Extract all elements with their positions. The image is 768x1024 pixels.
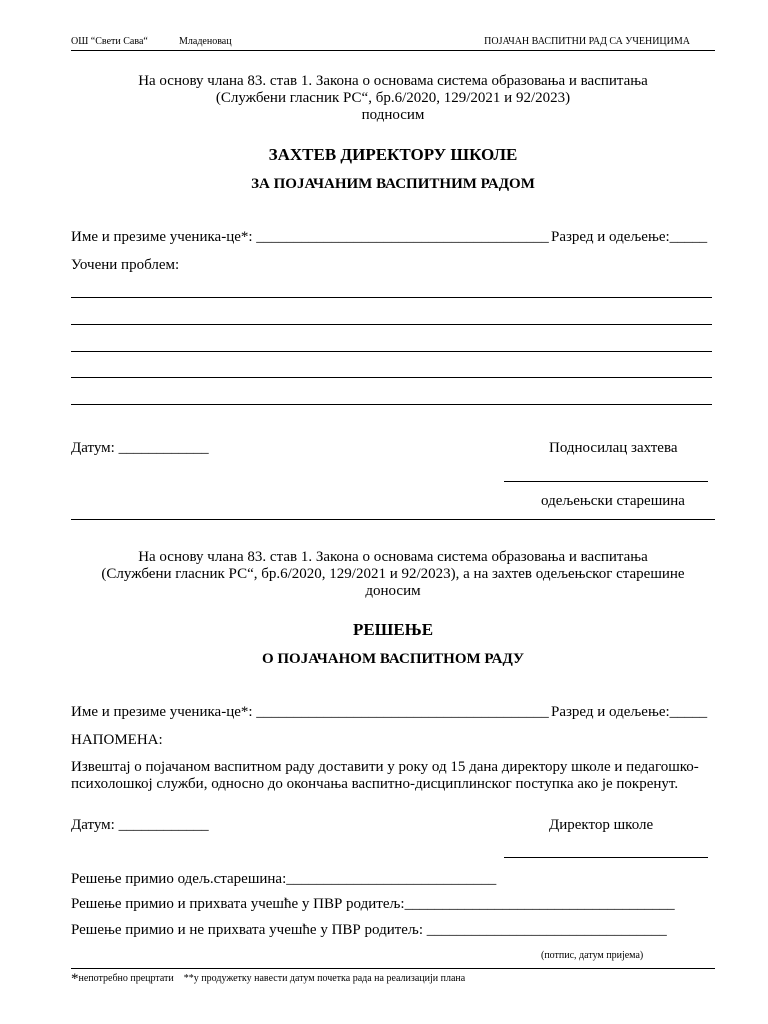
section-divider	[71, 519, 715, 520]
decision-title: РЕШЕЊЕ	[352, 620, 434, 639]
request-intro-line1: На основу члана 83. став 1. Закона о основама система образовања и васпитања	[138, 73, 648, 89]
footnote-star: *	[71, 971, 79, 987]
request-signature-line[interactable]	[504, 481, 708, 482]
header-title: ПОЈАЧАН ВАСПИТНИ РАД СА УЧЕНИЦИМА	[484, 36, 690, 47]
decision-intro-line2: (Службени гласник РС“, бр.6/2020, 129/2021 и 92/2023), а на захтев одељењског старешине	[101, 566, 685, 582]
signature-note: (потпис, датум пријема)	[541, 950, 644, 961]
decision-note-label: НАПОМЕНА:	[71, 732, 163, 748]
request-date-field[interactable]: Датум: ____________	[71, 440, 209, 456]
page-header	[71, 36, 715, 51]
footnote-divider	[71, 968, 715, 969]
request-submitter-label: Подносилац захтева	[549, 440, 678, 456]
decision-director-label: Директор школе	[549, 817, 654, 833]
header-school: ОШ “Свети Сава“	[71, 36, 148, 47]
request-submitter-role: одељењски старешина	[541, 493, 685, 509]
decision-note-line1: Извештај о појачаном васпитном раду доставити у року од 15 дана директору школе и педагошко-	[71, 759, 699, 775]
decision-intro-line3: доносим	[365, 583, 421, 599]
decision-intro-line1: На основу члана 83. став 1. Закона о основама система образовања и васпитања	[138, 549, 648, 565]
problem-line[interactable]	[71, 351, 712, 352]
request-class-field[interactable]: Разред и одељење:_____	[551, 229, 708, 245]
received-parent-reject-field[interactable]: Решење примио и не прихвата учешће у ПВР родитељ: ________________________________	[71, 922, 667, 938]
request-intro	[71, 73, 715, 124]
decision-subtitle: О ПОЈАЧАНОМ ВАСПИТНОМ РАДУ	[261, 651, 525, 667]
decision-class-field[interactable]: Разред и одељење:_____	[551, 704, 708, 720]
decision-note-line2: психолошкој служби, односно до окончања васпитно-дисциплинског поступка ако је покренут.	[71, 776, 679, 792]
received-parent-accept-field[interactable]: Решење примио и прихвата учешће у ПВР родитељ:____________________________________	[71, 896, 675, 912]
problem-line[interactable]	[71, 297, 712, 298]
decision-date-field[interactable]: Датум: ____________	[71, 817, 209, 833]
footnote-text1: непотребно прецртати	[78, 973, 174, 984]
received-teacher-field[interactable]: Решење примио одељ.старешина:____________________________	[71, 871, 497, 887]
footnote-text2: **у продужетку навести датум почетка рада на реализацији плана	[183, 973, 466, 984]
request-title: ЗАХТЕВ ДИРЕКТОРУ ШКОЛЕ	[268, 145, 518, 164]
request-problem-label: Уочени проблем:	[71, 257, 180, 273]
problem-line[interactable]	[71, 377, 712, 378]
problem-line[interactable]	[71, 324, 712, 325]
header-city: Младеновац	[179, 36, 232, 47]
decision-intro	[71, 549, 715, 600]
request-intro-line3: подносим	[361, 107, 425, 123]
director-signature-line[interactable]	[504, 857, 708, 858]
request-subtitle: ЗА ПОЈАЧАНИМ ВАСПИТНИМ РАДОМ	[251, 176, 535, 192]
request-intro-line2: (Службени гласник РС“, бр.6/2020, 129/2021 и 92/2023)	[215, 90, 571, 106]
problem-line[interactable]	[71, 404, 712, 405]
footnote	[71, 971, 465, 988]
decision-student-field[interactable]: Име и презиме ученика-це*: _______________________________________	[71, 704, 549, 720]
request-student-field[interactable]: Име и презиме ученика-це*: _______________________________________	[71, 229, 549, 245]
